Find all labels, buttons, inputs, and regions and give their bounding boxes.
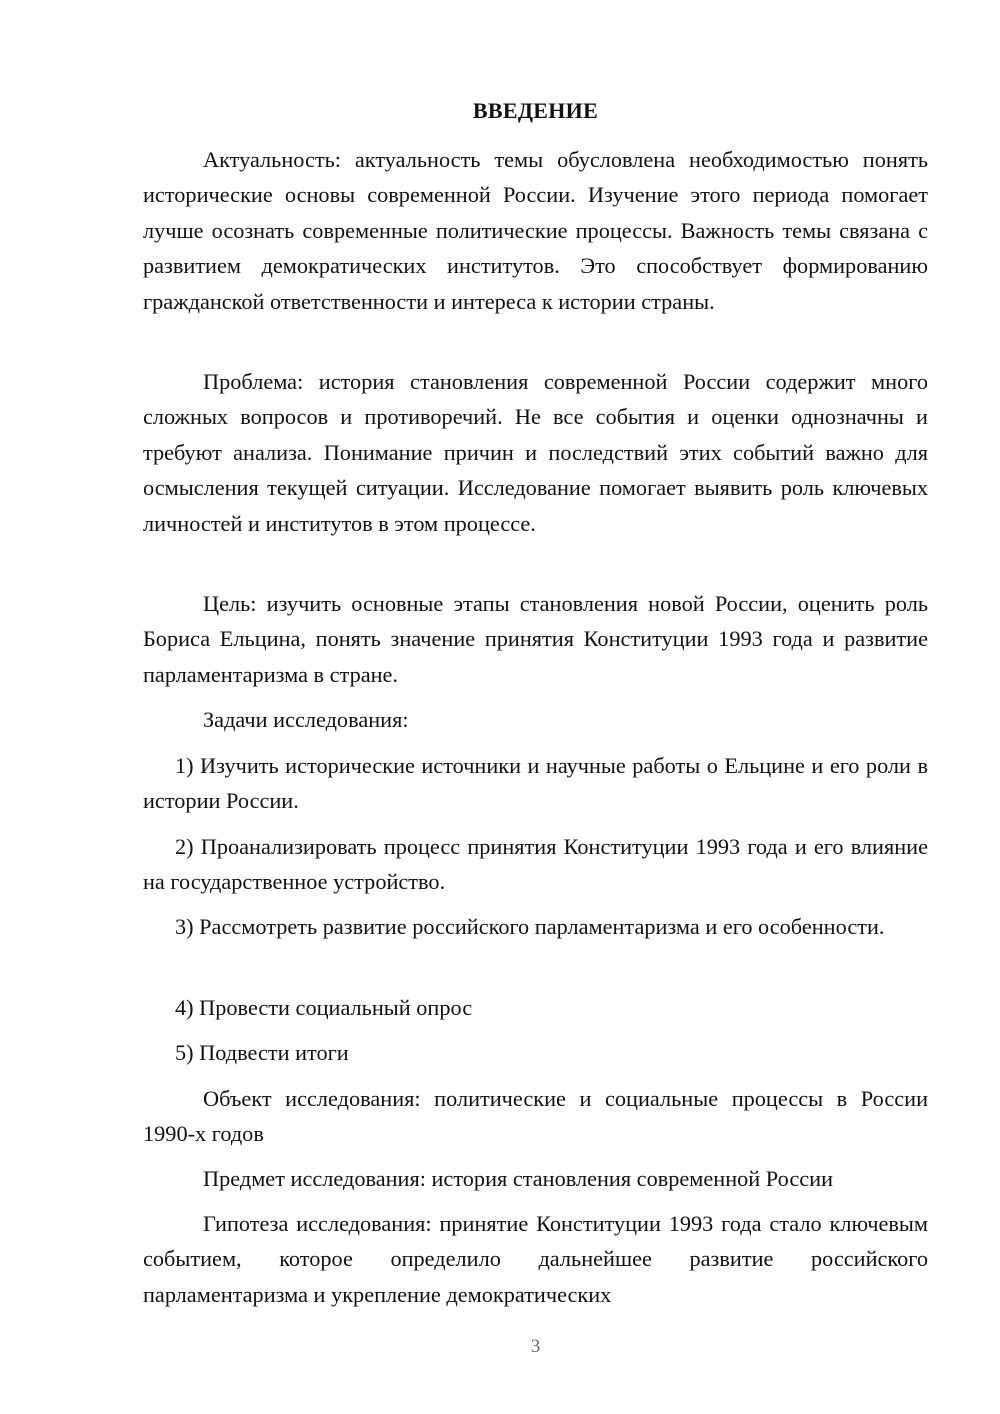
page-number: 3 xyxy=(530,1336,541,1357)
page-title: ВВЕДЕНИЕ xyxy=(472,98,599,123)
hypothesis-paragraph: Гипотеза исследования: принятие Конституции 1993 года стало ключевым событием, которое определило дальнейшее развитие российского парламентаризма и укрепление демократических xyxy=(143,1211,928,1307)
object-paragraph: Объект исследования: политические и социальные процессы в России 1990-х годов xyxy=(143,1086,928,1147)
tasks-heading: Задачи исследования: xyxy=(203,707,409,732)
task-item-4: 4) Провести социальный опрос xyxy=(175,995,473,1020)
actuality-paragraph: Актуальность: актуальность темы обусловлена необходимостью понять исторические основы современной России. Изучение этого периода помогает лучше осознать современные политические процессы. Важность темы связана с развитием демократических институтов. Это способствует формированию гражданской ответственности и интереса к истории страны. xyxy=(143,147,928,314)
task-item-5: 5) Подвести итоги xyxy=(175,1040,349,1065)
task-item-2: 2) Проанализировать процесс принятия Конституции 1993 года и его влияние на государственное устройство. xyxy=(143,834,928,895)
goal-paragraph: Цель: изучить основные этапы становления новой России, оценить роль Бориса Ельцина, понять значение принятия Конституции 1993 года и развитие парламентаризма в стране. xyxy=(143,591,928,687)
task-item-1: 1) Изучить исторические источники и научные работы о Ельцине и его роли в истории России. xyxy=(143,753,928,814)
problem-paragraph: Проблема: история становления современной России содержит много сложных вопросов и противоречий. Не все события и оценки однозначны и требуют анализа. Понимание причин и последствий этих событий важно для осмысления текущей ситуации. Исследование помогает выявить роль ключевых личностей и институтов в этом процессе. xyxy=(143,369,928,536)
subject-paragraph: Предмет исследования: история становления современной России xyxy=(203,1166,834,1191)
task-item-3: 3) Рассмотреть развитие российского парламентаризма и его особенности. xyxy=(175,914,885,939)
